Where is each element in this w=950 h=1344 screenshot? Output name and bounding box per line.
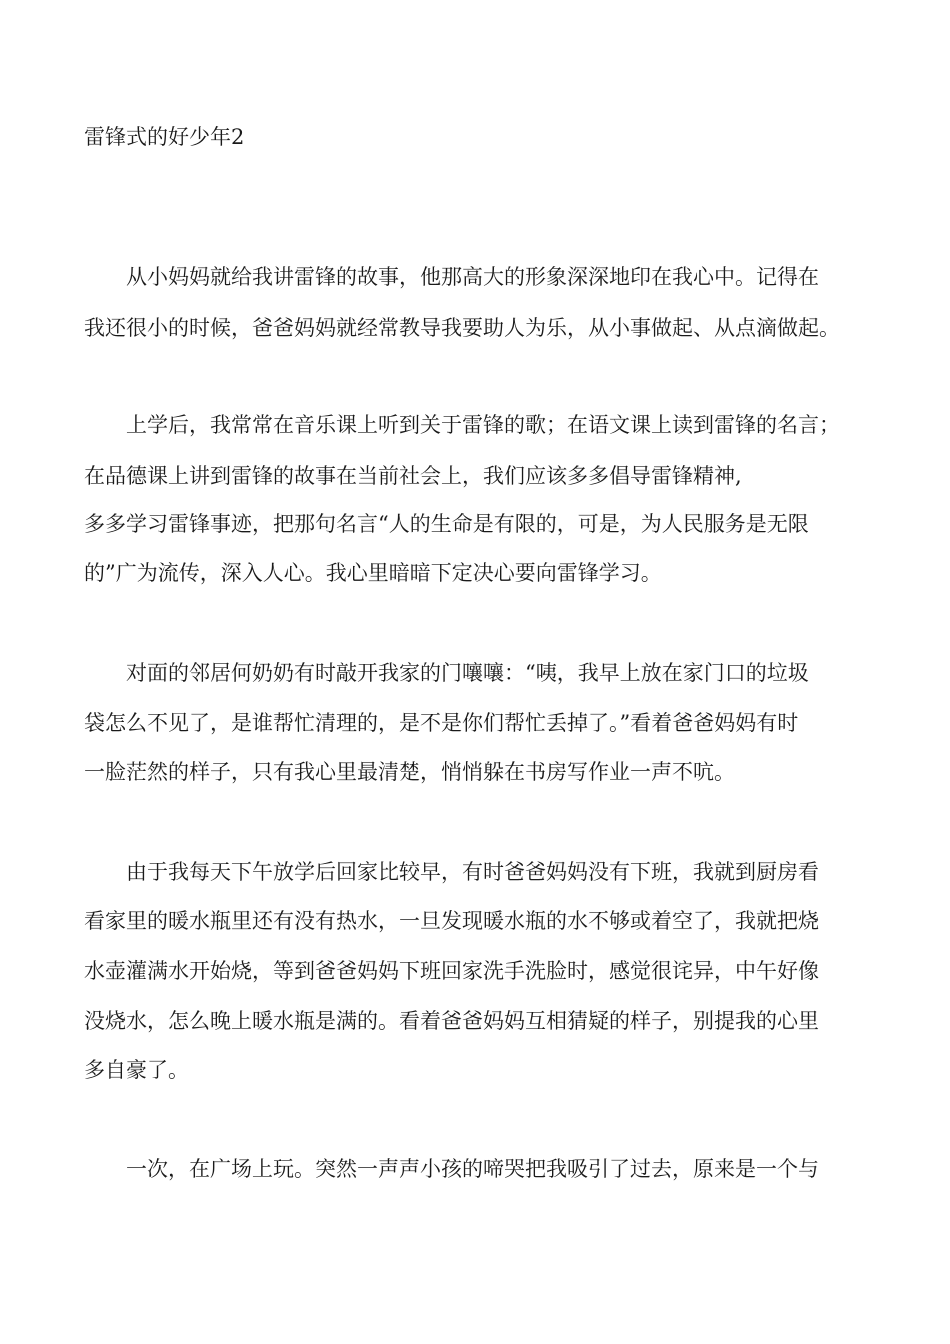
paragraph-4-line-5: 多自豪了。 — [84, 1058, 189, 1082]
paragraph-3-line-2: 袋怎么不见了，是谁帮忙清理的，是不是你们帮忙丢掉了。”看着爸爸妈妈有时 — [84, 711, 799, 735]
paragraph-4-line-4: 没烧水，怎么晚上暖水瓶是满的。看着爸爸妈妈互相猜疑的样子，别提我的心里 — [84, 1009, 819, 1033]
paragraph-2-line-2: 在品德课上讲到雷锋的故事在当前社会上，我们应该多多倡导雷锋精神, — [84, 464, 742, 488]
paragraph-5-line-1: 一次，在广场上玩。突然一声声小孩的啼哭把我吸引了过去，原来是一个与 — [126, 1157, 819, 1181]
paragraph-1-line-2: 我还很小的时候，爸爸妈妈就经常教导我要助人为乐，从小事做起、从点滴做起。 — [84, 316, 840, 340]
paragraph-2-line-3: 多多学习雷锋事迹，把那句名言“人的生命是有限的，可是，为人民服务是无限 — [84, 512, 809, 536]
paragraph-2-line-1: 上学后，我常常在音乐课上听到关于雷锋的歌；在语文课上读到雷锋的名言； — [126, 413, 840, 437]
paragraph-1-line-1: 从小妈妈就给我讲雷锋的故事，他那高大的形象深深地印在我心中。记得在 — [126, 265, 819, 289]
document-title: 雷锋式的好少年2 — [84, 125, 245, 149]
paragraph-4-line-1: 由于我每天下午放学后回家比较早，有时爸爸妈妈没有下班，我就到厨房看 — [126, 860, 819, 884]
paragraph-3-line-3: 一脸茫然的样子，只有我心里最清楚，悄悄躲在书房写作业一声不吭。 — [84, 760, 735, 784]
paragraph-4-line-2: 看家里的暖水瓶里还有没有热水，一旦发现暖水瓶的水不够或着空了，我就把烧 — [84, 909, 819, 933]
paragraph-4-line-3: 水壶灌满水开始烧，等到爸爸妈妈下班回家洗手洗脸时，感觉很诧异，中午好像 — [84, 959, 819, 983]
paragraph-3-line-1: 对面的邻居何奶奶有时敲开我家的门嚷嚷：“咦，我早上放在家门口的垃圾 — [126, 661, 809, 685]
paragraph-2-line-4: 的”广为流传，深入人心。我心里暗暗下定决心要向雷锋学习。 — [84, 561, 662, 585]
